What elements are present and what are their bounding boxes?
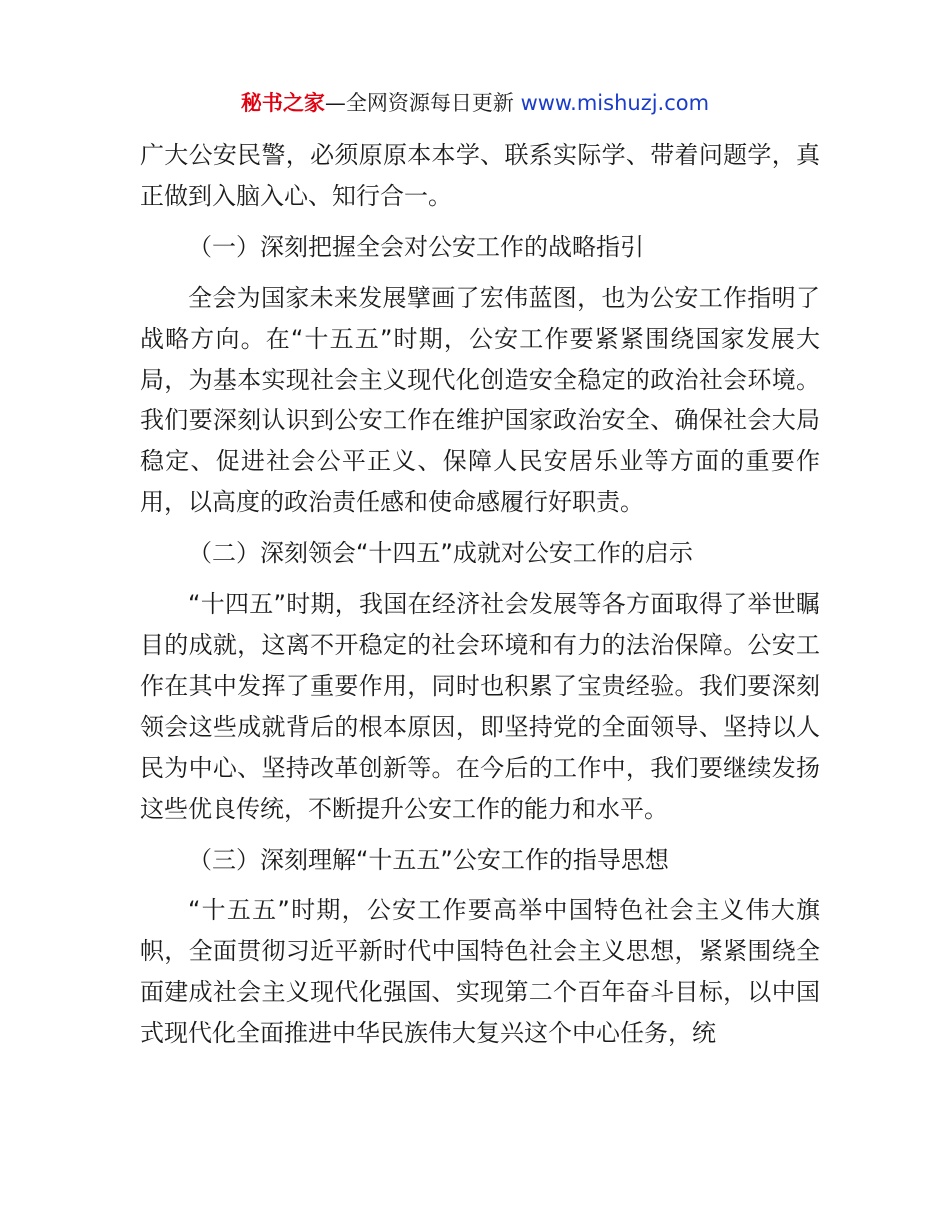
page-header — [0, 88, 950, 118]
document-body — [140, 135, 820, 1054]
intro-paragraph: 广大公安民警，必须原原本本学、联系实际学、带着问题学，真正做到入脑入心、知行合一。 — [140, 141, 820, 210]
website-link[interactable]: www.mishuzj.com — [520, 91, 710, 115]
section-paragraph-2: “十四五”时期，我国在经济社会发展等各方面取得了举世瞩目的成就，这离不开稳定的社会环境和有力的法治保障。公安工作在其中发挥了重要作用，同时也积累了宝贵经验。我们要深刻领会这些成就背后的根本原因，即坚持党的全面领导、坚持以人民为中心、坚持改革创新等。在今后的工作中，我们要继续发扬这些优良传统，不断提升公安工作的能力和水平。 — [140, 590, 820, 823]
brand-name: 秘书之家 — [240, 91, 325, 115]
section-paragraph-1: 全会为国家未来发展擘画了宏伟蓝图，也为公安工作指明了战略方向。在“十五五”时期，公安工作要紧紧围绕国家发展大局，为基本实现社会主义现代化创造安全稳定的政治社会环境。我们要深刻认识到公安工作在维护国家政治安全、确保社会大局稳定、促进社会公平正义、保障人民安居乐业等方面的重要作用，以高度的政治责任感和使命感履行好职责。 — [140, 283, 820, 517]
section-heading-3: （三）深刻理解“十五五”公安工作的指导思想 — [188, 845, 669, 874]
section-paragraph-3: “十五五”时期，公安工作要高举中国特色社会主义伟大旗帜，全面贯彻习近平新时代中国特色社会主义思想，紧紧围绕全面建成社会主义现代化强国、实现第二个百年奋斗目标，以中国式现代化全面推进中华民族伟大复兴这个中心任务，统 — [140, 896, 820, 1048]
section-heading-2: （二）深刻领会“十四五”成就对公安工作的启示 — [188, 539, 693, 568]
section-heading-1: （一）深刻把握全会对公安工作的战略指引 — [188, 232, 644, 261]
header-tagline: —全网资源每日更新 — [324, 91, 521, 115]
